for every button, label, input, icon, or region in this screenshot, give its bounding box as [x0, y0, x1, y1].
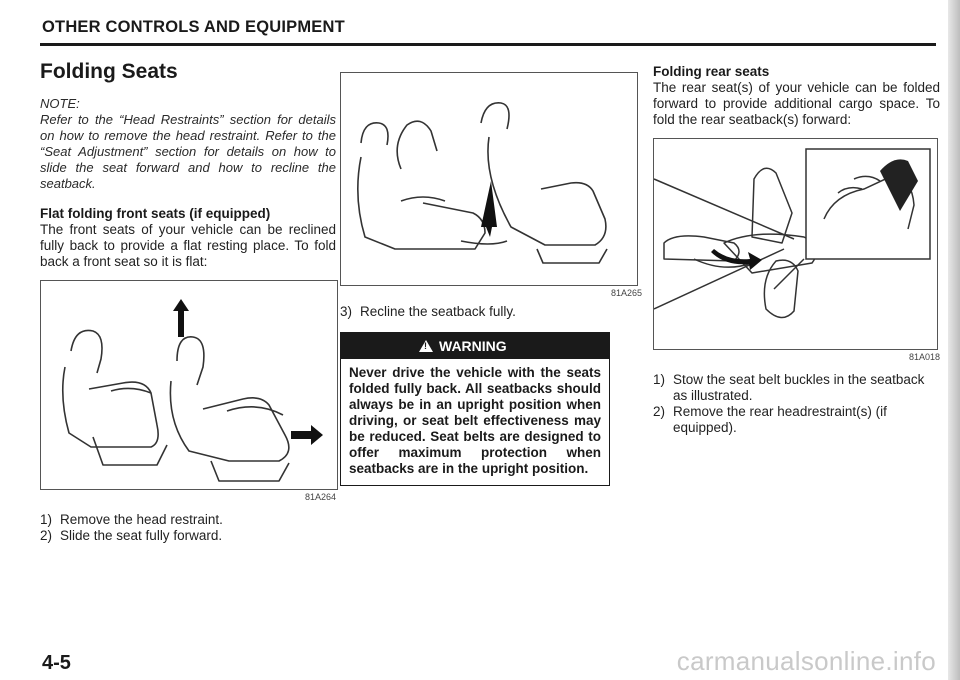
- list-item: 1) Remove the head restraint.: [40, 512, 223, 527]
- list-item: 2) Slide the seat fully forward.: [40, 528, 223, 543]
- page-number: 4-5: [42, 652, 71, 674]
- page-header: OTHER CONTROLS AND EQUIPMENT: [42, 18, 345, 36]
- warning-text: Never drive the vehicle with the seats folded fully back. All seatbacks should always be in an upright position when driving, or seat belt effectiveness may be reduced. Seat belts are designed to offer maximum protection when seatbacks are in the upright position.: [349, 365, 601, 476]
- page-edge-shadow: [948, 0, 960, 680]
- section-heading: Folding Seats: [40, 60, 178, 83]
- figure-rear-seats: [653, 138, 938, 350]
- recline-illustration: [341, 73, 637, 285]
- front-seat-illustration: [41, 281, 337, 489]
- recline-step: [340, 304, 642, 320]
- warning-box: [340, 332, 610, 486]
- left-column: [40, 60, 336, 544]
- header-rule: [40, 43, 936, 46]
- list-item: 1) Stow the seat belt buckles in the seatback as illustrated.: [653, 372, 925, 403]
- note-text: Refer to the “Head Restraints” section for details on how to remove the head restraint. Refer to the “Seat Adjustment” section for details on how to slide the seat forward and how to recline the seatback.: [40, 112, 336, 191]
- front-seats-paragraph: The front seats of your vehicle can be reclined fully back to provide a flat resting place. To fold back a front seat so it is flat:: [40, 222, 336, 269]
- front-seats-subheading: Flat folding front seats (if equipped): [40, 206, 271, 221]
- rear-seats-paragraph: The rear seat(s) of your vehicle can be folded forward to provide additional cargo space. To fold the rear seatback(s) forward:: [653, 80, 940, 127]
- list-item: 3) Recline the seatback fully.: [340, 304, 516, 319]
- figure-recline: [340, 72, 638, 286]
- front-seat-steps: [40, 512, 336, 544]
- watermark: carmanualsonline.info: [676, 646, 936, 676]
- figure-code: 81A018: [908, 352, 940, 362]
- warning-title: WARNING: [439, 338, 507, 354]
- note-label: NOTE:: [40, 96, 80, 111]
- figure-code: 81A265: [610, 288, 642, 298]
- figure-front-seats: [40, 280, 338, 490]
- right-column: [653, 60, 940, 436]
- warning-triangle-icon: [419, 340, 433, 352]
- figure-code: 81A264: [304, 492, 336, 502]
- rear-seats-subheading: Folding rear seats: [653, 64, 770, 79]
- list-item: 2) Remove the rear headrestraint(s) (if equipped).: [653, 404, 887, 435]
- rear-seat-steps: [653, 372, 940, 436]
- rear-seat-illustration: [654, 139, 937, 349]
- warning-header: [341, 333, 609, 359]
- middle-column: [340, 72, 642, 486]
